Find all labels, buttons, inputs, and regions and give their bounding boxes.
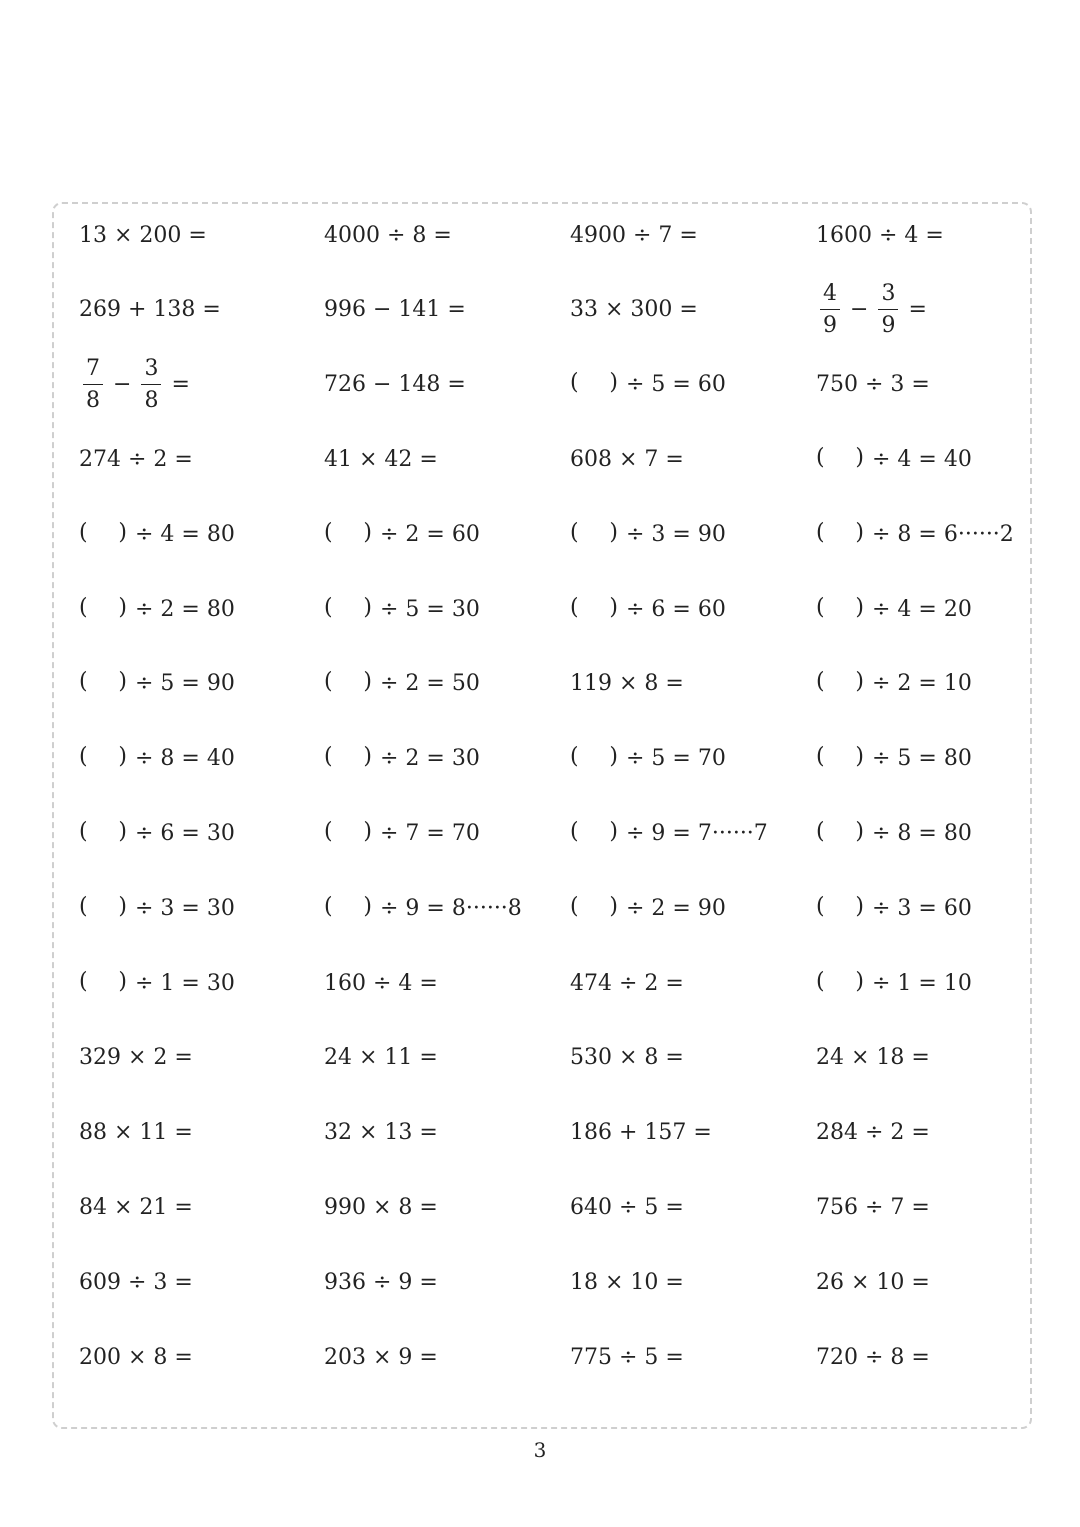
problem-text: 530 × 8 = <box>570 1045 684 1071</box>
problem-cell <box>324 572 480 647</box>
problem-cell <box>79 946 235 1021</box>
problem-text: 269 + 138 = <box>79 297 221 323</box>
problem-cell <box>324 871 522 946</box>
answer-blank[interactable] <box>816 447 872 473</box>
problem-cell <box>816 946 972 1021</box>
problem-text: ÷ 3 = 30 <box>135 895 235 921</box>
problem-cell <box>816 422 972 497</box>
problem-text: 474 ÷ 2 = <box>570 970 684 996</box>
problem-text: 720 ÷ 8 = <box>816 1344 930 1370</box>
answer-blank[interactable] <box>79 896 135 922</box>
problem-cell <box>570 572 726 647</box>
problem-text: ÷ 9 = 7······7 <box>626 820 768 846</box>
problem-text: ÷ 2 = 10 <box>872 671 972 697</box>
problem-cell <box>324 1096 438 1171</box>
problem-text: 119 × 8 = <box>570 671 684 697</box>
problem-text: ÷ 6 = 30 <box>135 820 235 846</box>
problem-cell <box>79 422 193 497</box>
problem-cell <box>570 348 726 423</box>
fraction-denominator: 8 <box>141 384 161 412</box>
problem-text: ÷ 1 = 10 <box>872 970 972 996</box>
problem-text: 990 × 8 = <box>324 1194 438 1220</box>
problem-text: 33 × 300 = <box>570 297 698 323</box>
problem-cell <box>79 497 235 572</box>
problem-cell <box>570 1096 712 1171</box>
answer-blank[interactable] <box>79 671 135 697</box>
problem-cell <box>79 647 235 722</box>
problem-cell <box>79 871 235 946</box>
answer-blank[interactable] <box>570 522 626 548</box>
answer-blank[interactable] <box>324 597 380 623</box>
problem-cell <box>79 348 196 423</box>
problem-text: ÷ 7 = 70 <box>380 820 480 846</box>
problem-cell <box>324 422 438 497</box>
problem-cell <box>816 348 930 423</box>
problem-text: 756 ÷ 7 = <box>816 1194 930 1220</box>
equals-sign: = <box>908 297 927 323</box>
problem-cell <box>79 572 235 647</box>
problem-cell <box>324 273 466 348</box>
problem-text: ÷ 4 = 20 <box>872 596 972 622</box>
problem-text: ÷ 2 = 30 <box>380 746 480 772</box>
problem-text: 1600 ÷ 4 = <box>816 222 944 248</box>
fraction-numerator: 4 <box>823 281 837 307</box>
problem-cell <box>570 1170 684 1245</box>
problem-cell <box>324 1170 438 1245</box>
problem-cell <box>570 1021 684 1096</box>
problem-text: ÷ 5 = 90 <box>135 671 235 697</box>
problem-cell <box>79 722 235 797</box>
problem-cell <box>816 1096 930 1171</box>
problem-text: ÷ 8 = 6······2 <box>872 521 1014 547</box>
problem-text: 996 − 141 = <box>324 297 466 323</box>
problem-cell <box>79 1245 193 1320</box>
problem-text: 84 × 21 = <box>79 1194 193 1220</box>
problem-text: ÷ 4 = 40 <box>872 446 972 472</box>
problem-cell <box>816 273 933 348</box>
answer-blank[interactable] <box>570 746 626 772</box>
answer-blank[interactable] <box>79 821 135 847</box>
problem-cell <box>324 1245 438 1320</box>
operator: − <box>850 297 869 323</box>
problem-cell <box>570 647 684 722</box>
operator: − <box>113 372 132 398</box>
problem-text: 41 × 42 = <box>324 446 438 472</box>
problem-cell <box>816 647 972 722</box>
problem-text: ÷ 6 = 60 <box>626 596 726 622</box>
problem-text: 32 × 13 = <box>324 1120 438 1146</box>
problem-text: ÷ 3 = 60 <box>872 895 972 921</box>
problem-cell <box>816 1170 930 1245</box>
answer-blank[interactable] <box>324 821 380 847</box>
problem-cell <box>570 871 726 946</box>
problem-cell <box>816 198 944 273</box>
problem-text: 750 ÷ 3 = <box>816 372 930 398</box>
problem-text: ÷ 2 = 50 <box>380 671 480 697</box>
problem-text: ÷ 2 = 60 <box>380 521 480 547</box>
problem-text: 24 × 11 = <box>324 1045 438 1071</box>
fraction <box>83 358 103 412</box>
problem-text: 4000 ÷ 8 = <box>324 222 452 248</box>
answer-blank[interactable] <box>816 522 872 548</box>
problem-cell <box>570 796 768 871</box>
fraction <box>878 283 898 337</box>
problem-text: ÷ 8 = 80 <box>872 820 972 846</box>
problem-cell <box>816 1021 930 1096</box>
problem-text: 26 × 10 = <box>816 1269 930 1295</box>
problem-text: 329 × 2 = <box>79 1045 193 1071</box>
problem-text: 609 ÷ 3 = <box>79 1269 193 1295</box>
problem-cell <box>816 497 1014 572</box>
problem-cell <box>79 198 207 273</box>
problem-cell <box>324 1021 438 1096</box>
answer-blank[interactable] <box>79 597 135 623</box>
problem-text: 4900 ÷ 7 = <box>570 222 698 248</box>
problem-text: ÷ 5 = 30 <box>380 596 480 622</box>
problem-text: 936 ÷ 9 = <box>324 1269 438 1295</box>
problem-text: ÷ 1 = 30 <box>135 970 235 996</box>
problem-cell <box>570 273 698 348</box>
fraction-numerator: 7 <box>86 356 100 382</box>
problem-cell <box>79 1320 193 1395</box>
fraction <box>820 283 840 337</box>
fraction <box>141 358 161 412</box>
answer-blank[interactable] <box>816 821 872 847</box>
problem-cell <box>79 1170 193 1245</box>
fraction-denominator: 9 <box>820 309 840 337</box>
problem-text: 608 × 7 = <box>570 446 684 472</box>
answer-blank[interactable] <box>79 746 135 772</box>
problem-text: ÷ 2 = 90 <box>626 895 726 921</box>
problem-cell <box>79 796 235 871</box>
problem-text: 88 × 11 = <box>79 1120 193 1146</box>
problem-text: ÷ 2 = 80 <box>135 596 235 622</box>
problem-cell <box>570 1320 684 1395</box>
problem-cell <box>324 946 438 1021</box>
problem-text: 24 × 18 = <box>816 1045 930 1071</box>
answer-blank[interactable] <box>816 671 872 697</box>
problem-text: 640 ÷ 5 = <box>570 1194 684 1220</box>
problem-cell <box>324 198 452 273</box>
problem-cell <box>816 796 972 871</box>
problem-cell <box>570 946 684 1021</box>
problem-cell <box>570 1245 684 1320</box>
problem-text: 274 ÷ 2 = <box>79 446 193 472</box>
answer-blank[interactable] <box>79 522 135 548</box>
problem-cell <box>816 722 972 797</box>
problem-text: 186 + 157 = <box>570 1120 712 1146</box>
answer-blank[interactable] <box>79 971 135 997</box>
problem-text: 160 ÷ 4 = <box>324 970 438 996</box>
problem-cell <box>570 722 726 797</box>
answer-blank[interactable] <box>816 746 872 772</box>
problem-cell <box>324 348 466 423</box>
problem-text: 775 ÷ 5 = <box>570 1344 684 1370</box>
problem-text: 200 × 8 = <box>79 1344 193 1370</box>
problem-text: ÷ 5 = 70 <box>626 746 726 772</box>
problem-cell <box>79 273 221 348</box>
problem-cell <box>570 422 684 497</box>
problem-text: ÷ 3 = 90 <box>626 521 726 547</box>
answer-blank[interactable] <box>570 821 626 847</box>
fraction-denominator: 8 <box>83 384 103 412</box>
answer-blank[interactable] <box>570 896 626 922</box>
problem-text: 13 × 200 = <box>79 222 207 248</box>
problem-cell <box>570 497 726 572</box>
problem-cell <box>816 1320 930 1395</box>
problem-cell <box>79 1096 193 1171</box>
problem-text: 726 − 148 = <box>324 372 466 398</box>
problem-text: ÷ 5 = 60 <box>626 372 726 398</box>
answer-blank[interactable] <box>324 896 380 922</box>
fraction-denominator: 9 <box>878 309 898 337</box>
problem-cell <box>79 1021 193 1096</box>
fraction-numerator: 3 <box>144 356 159 382</box>
problem-cell <box>816 871 972 946</box>
problem-text: ÷ 5 = 80 <box>872 746 972 772</box>
problem-text: ÷ 8 = 40 <box>135 746 235 772</box>
problem-cell <box>816 1245 930 1320</box>
problem-text: ÷ 9 = 8······8 <box>380 895 522 921</box>
problem-text: 203 × 9 = <box>324 1344 438 1370</box>
problem-cell <box>324 1320 438 1395</box>
answer-blank[interactable] <box>816 971 872 997</box>
problem-cell <box>570 198 698 273</box>
fraction-numerator: 3 <box>881 281 896 307</box>
problem-cell <box>816 572 972 647</box>
answer-blank[interactable] <box>570 597 626 623</box>
answer-blank[interactable] <box>324 746 380 772</box>
problem-text: ÷ 4 = 80 <box>135 521 235 547</box>
problem-cell <box>324 722 480 797</box>
answer-blank[interactable] <box>816 597 872 623</box>
page-number: 3 <box>533 1438 547 1462</box>
answer-blank[interactable] <box>324 522 380 548</box>
problem-text: 18 × 10 = <box>570 1269 684 1295</box>
problem-cell <box>324 497 480 572</box>
equals-sign: = <box>171 372 190 398</box>
problem-text: 284 ÷ 2 = <box>816 1120 930 1146</box>
problem-cell <box>324 796 480 871</box>
problem-cell <box>324 647 480 722</box>
answer-blank[interactable] <box>324 671 380 697</box>
answer-blank[interactable] <box>816 896 872 922</box>
answer-blank[interactable] <box>570 372 626 398</box>
